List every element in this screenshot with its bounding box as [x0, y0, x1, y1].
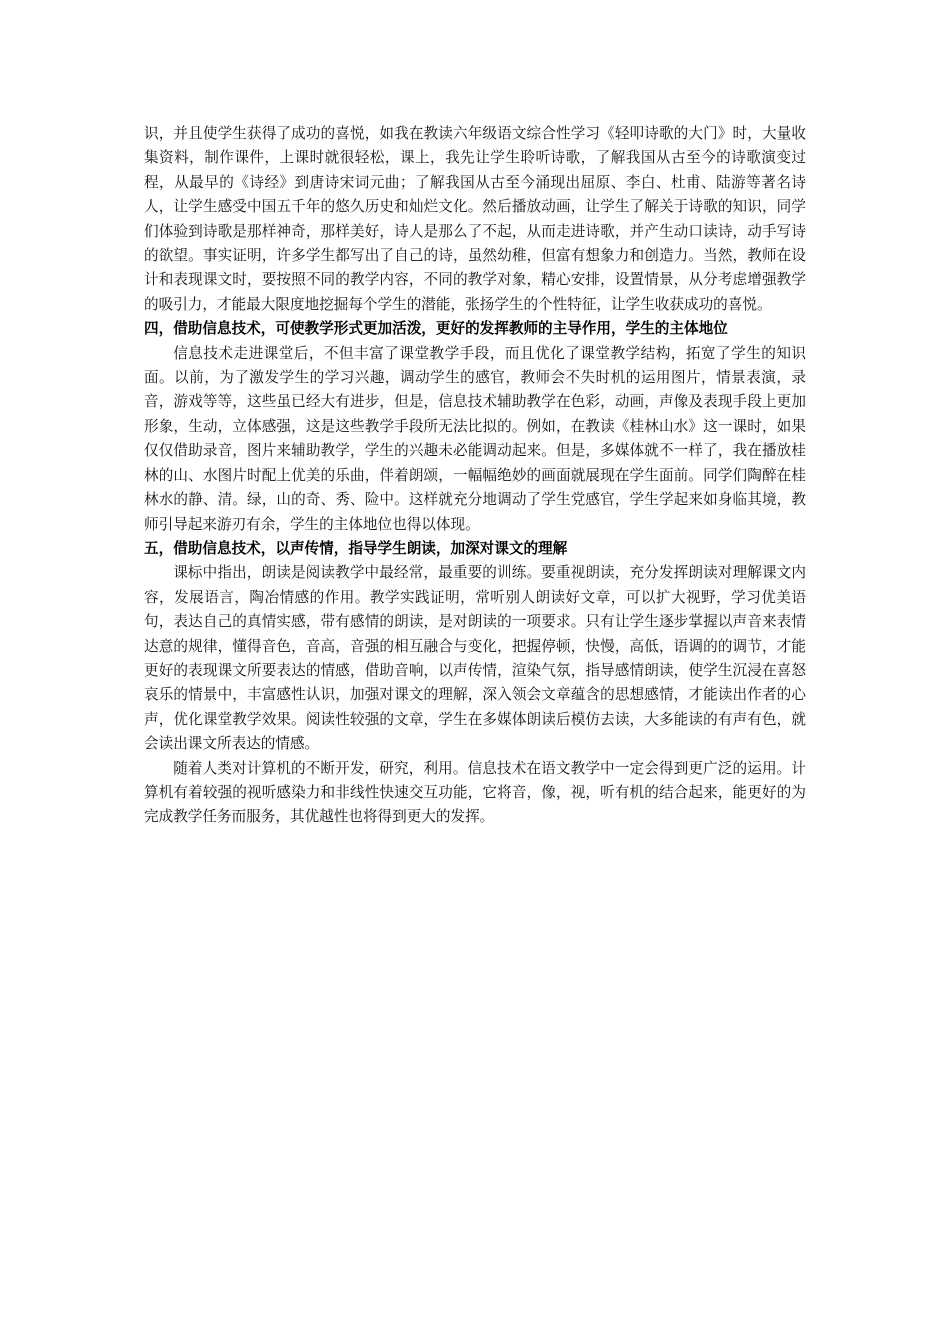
paragraph-section-5: 课标中指出，朗读是阅读教学中最经常，最重要的训练。要重视朗读，充分发挥朗读对理解课文内容，发展语言，陶冶情感的作用。教学实践证明，常听别人朗读好文章，可以扩大视野，学习优美语句，表达自己的真情实感，带有感情的朗读，是对朗读的一项要求。只有让学生逐步掌握以声音来表情达意的规律，懂得音色，音高，音强的相互融合与变化，把握停顿，快慢，高低，语调的的调节，才能更好的表现课文所要表达的情感，借助音响，以声传情，渲染气氛，指导感情朗读，使学生沉浸在喜怒哀乐的情景中，丰富感性认识，加强对课文的理解，深入领会文章蕴含的思想感情，才能读出作者的心声，优化课堂教学效果。阅读性较强的文章，学生在多媒体朗读后模仿去读，大多能读的有声有色，就会读出课文所表达的情感。 [144, 564, 806, 753]
section-heading-4: 四，借助信息技术，可使教学形式更加活泼，更好的发挥教师的主导作用，学生的主体地位 [144, 320, 728, 338]
section-heading-5: 五，借助信息技术，以声传情，指导学生朗读，加深对课文的理解 [144, 539, 568, 557]
paragraph-section-4: 信息技术走进课堂后，不但丰富了课堂教学手段，而且优化了课堂教学结构，拓宽了学生的知识面。以前，为了激发学生的学习兴趣，调动学生的感官，教师会不失时机的运用图片，情景表演，录音，游戏等等，这些虽已经大有进步，但是，信息技术辅助教学在色彩，动画，声像及表现手段上更加形象，生动，立体感强，这是这些教学手段所无法比拟的。例如，在教读《桂林山水》这一课时，如果仅仅借助录音，图片来辅助教学，学生的兴趣未必能调动起来。但是，多媒体就不一样了，我在播放桂林的山、水图片时配上优美的乐曲，伴着朗颂，一幅幅绝妙的画面就展现在学生面前。同学们陶醉在桂林水的静、清。绿，山的奇、秀、险中。这样就充分地调动了学生党感官，学生学起来如身临其境，教师引导起来游刃有余，学生的主体地位也得以体现。 [144, 344, 806, 533]
document-page [144, 122, 806, 830]
paragraph-continued: 识，并且使学生获得了成功的喜悦，如我在教读六年级语文综合性学习《轻叩诗歌的大门》时，大量收集资料，制作课件，上课时就很轻松，课上，我先让学生聆听诗歌，了解我国从古至今的诗歌演变过程，从最早的《诗经》到唐诗宋词元曲；了解我国从古至今涌现出屈原、李白、杜甫、陆游等著名诗人，让学生感受中国五千年的悠久历史和灿烂文化。然后播放动画，让学生了解关于诗歌的知识，同学们体验到诗歌是那样神奇，那样美好，诗人是那么了不起，从而走进诗歌，并产生动口读诗，动手写诗的欲望。事实证明，许多学生都写出了自己的诗，虽然幼稚，但富有想象力和创造力。当然，教师在设计和表现课文时，要按照不同的教学内容，不同的教学对象，精心安排，设置情景，从分考虑增强教学的吸引力，才能最大限度地挖掘每个学生的潜能，张扬学生的个性特征，让学生收获成功的喜悦。 [144, 125, 806, 313]
paragraph-conclusion: 随着人类对计算机的不断开发，研究，利用。信息技术在语文教学中一定会得到更广泛的运用。计算机有着较强的视听感染力和非线性快速交互功能，它将音，像，视，听有机的结合起来，能更好的为完成教学任务而服务，其优越性也将得到更大的发挥。 [144, 759, 806, 826]
